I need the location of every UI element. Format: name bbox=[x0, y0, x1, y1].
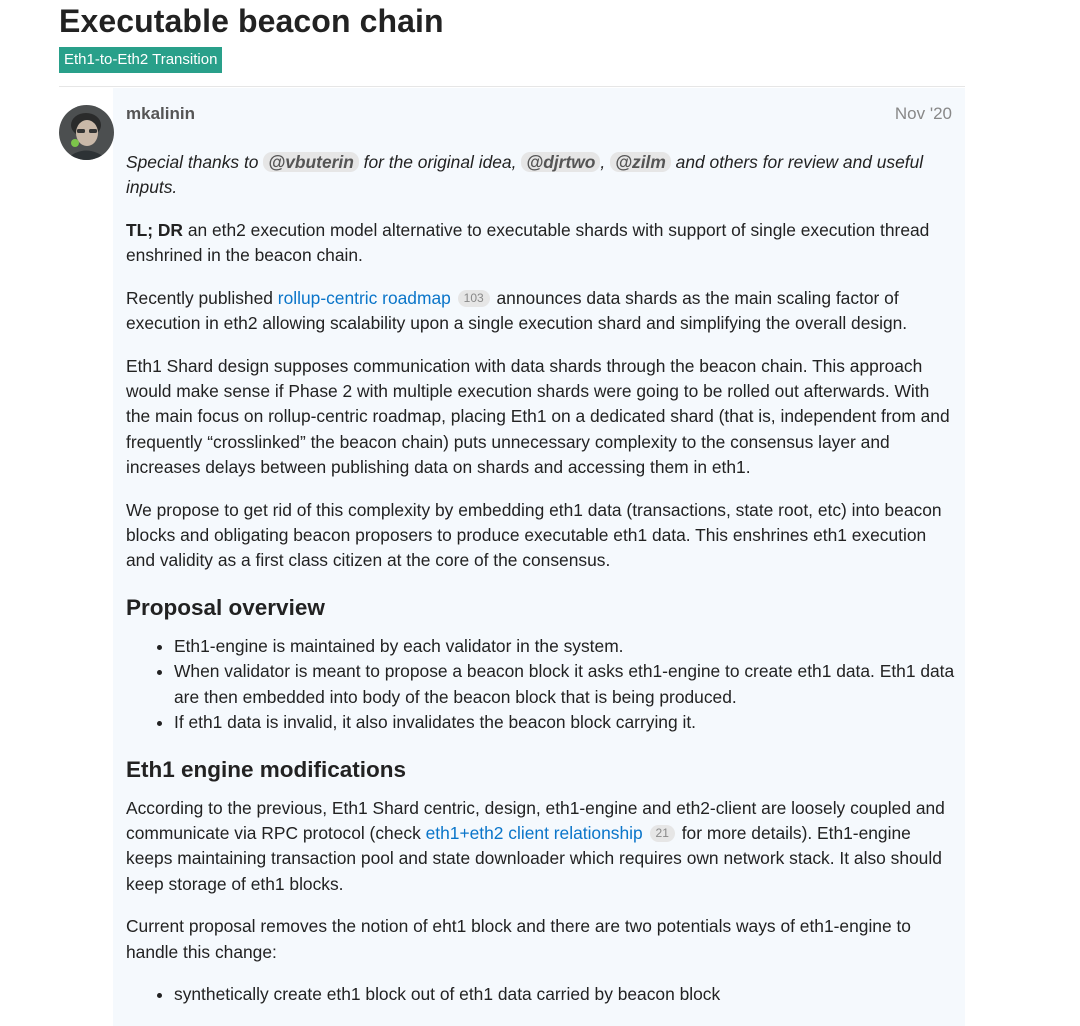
list-item: • Eth1-engine is maintained by each validator in the system. bbox=[174, 634, 956, 659]
link-click-count: 103 bbox=[458, 290, 490, 307]
thanks-suffix: and others for review and useful inputs. bbox=[126, 152, 924, 198]
category-badge[interactable]: Eth1-to-Eth2 Transition bbox=[59, 47, 222, 73]
list-item: • synthetically create eth1 block out of eth1 data carried by beacon block bbox=[174, 982, 956, 1007]
roadmap-after: announces data shards as the main scaling factor of execution in eth2 allowing scalability upon a single execution shard and simplifying the overall design. bbox=[126, 288, 908, 334]
tldr-label: TL; DR bbox=[126, 220, 183, 240]
roadmap-before: Recently published bbox=[126, 288, 278, 308]
heading-proposal-overview: Proposal overview bbox=[126, 595, 325, 621]
mention-djrtwo[interactable]: @djrtwo bbox=[521, 152, 600, 172]
link-click-count: 21 bbox=[650, 825, 675, 842]
post-date[interactable]: Nov '20 bbox=[894, 104, 952, 123]
thanks-prefix: Special thanks to bbox=[126, 152, 264, 172]
client-relationship-link[interactable]: eth1+eth2 client relationship bbox=[425, 823, 643, 844]
post-body bbox=[126, 150, 956, 1025]
engine-after: for more details). Eth1-engine keeps maintaining transaction pool and state downloader which requires own network stack. It also should keep storage of eth1 blocks. bbox=[126, 823, 942, 894]
thanks-paragraph bbox=[126, 150, 956, 200]
rollup-roadmap-link[interactable]: rollup-centric roadmap bbox=[277, 288, 451, 308]
overview-list bbox=[126, 634, 956, 735]
list-item: • If eth1 data is invalid, it also invalidates the beacon block carrying it. bbox=[174, 710, 956, 735]
tldr-paragraph bbox=[126, 218, 956, 268]
divider bbox=[59, 86, 965, 87]
list-item: • When validator is meant to propose a beacon block it asks eth1-engine to create eth1 data. Eth1 data are then embedded into body of the beacon block that is being produced. bbox=[174, 659, 956, 709]
current-list bbox=[126, 982, 956, 1007]
thanks-separator: , bbox=[600, 152, 611, 172]
thanks-middle: for the original idea, bbox=[358, 152, 522, 172]
engine-before: According to the previous, Eth1 Shard centric, design, eth1-engine and eth2-client are loosely coupled and communicate via RPC protocol (check bbox=[126, 798, 945, 844]
avatar-image bbox=[59, 105, 114, 160]
propose-paragraph: We propose to get rid of this complexity by embedding eth1 data (transactions, state root, etc) into beacon blocks and obligating beacon proposers to produce executable eth1 data. This enshrines eth1 execution and validity as a first class citizen at the core of the consensus. bbox=[126, 499, 942, 571]
tldr-text: an eth2 execution model alternative to executable shards with support of single execution thread enshrined in the beacon chain. bbox=[126, 220, 930, 266]
post-author[interactable]: mkalinin bbox=[126, 104, 195, 123]
shard-paragraph: Eth1 Shard design supposes communication with data shards through the beacon chain. This approach would make sense if Phase 2 with multiple execution shards were going to be rolled out afterwards. With the main focus on rollup-centric roadmap, placing Eth1 on a dedicated shard (that is, independent from and frequently “crosslinked” the beacon chain) puts unnecessary complexity to the consensus layer and increases delays between publishing data on shards and accessing them in eth1. bbox=[126, 356, 950, 477]
mention-vbuterin[interactable]: @vbuterin bbox=[263, 152, 359, 172]
engine-paragraph bbox=[126, 796, 956, 897]
topic-title[interactable]: Executable beacon chain bbox=[59, 3, 444, 39]
roadmap-paragraph bbox=[126, 286, 956, 336]
mention-zilm[interactable]: @zilm bbox=[610, 152, 671, 172]
heading-engine-modifications: Eth1 engine modifications bbox=[126, 757, 407, 783]
avatar[interactable] bbox=[59, 105, 114, 160]
current-paragraph: Current proposal removes the notion of eht1 block and there are two potentials ways of eth1-engine to handle this change: bbox=[126, 916, 911, 962]
